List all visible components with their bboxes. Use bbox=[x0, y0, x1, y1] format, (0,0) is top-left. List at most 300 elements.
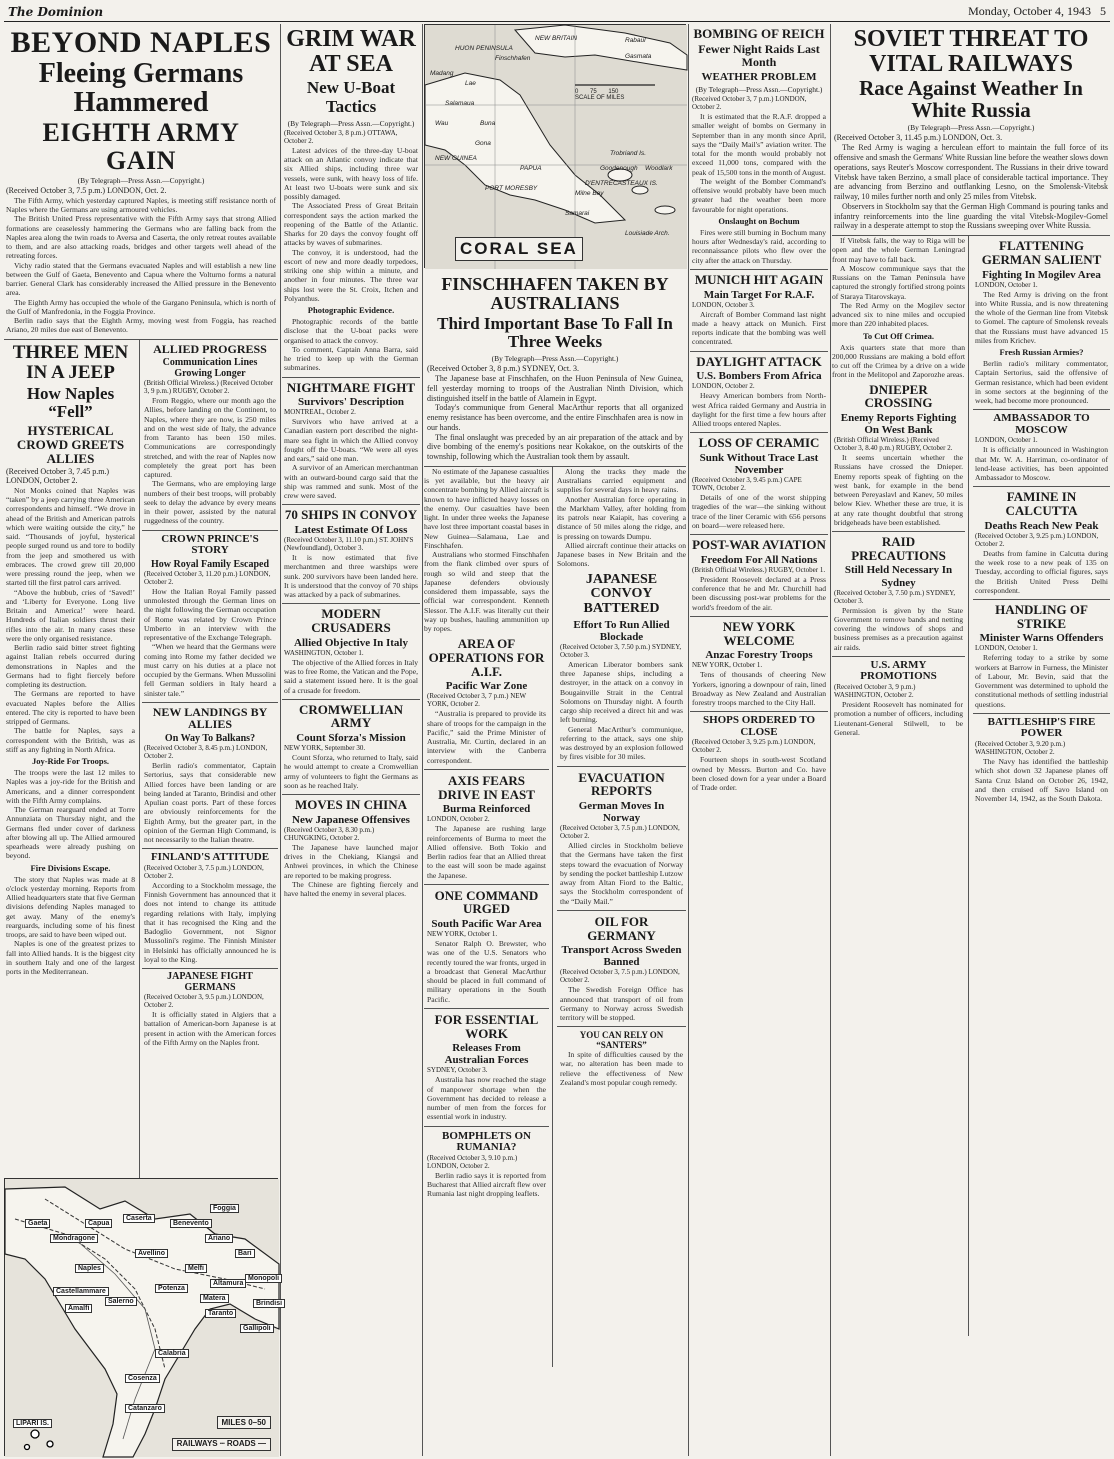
paragraph: Along the tracks they made the Australians carried equipment and supplies for several days in heavy rains. bbox=[557, 466, 686, 495]
dateline: (British Official Wireless.) RUGBY, October 1. bbox=[692, 565, 826, 574]
headline: BOMBING OF REICH bbox=[693, 26, 825, 41]
paragraph: The Navy has identified the battleship which shot down 32 Japanese planes off Santa Cruz Island on October 26, 1942, and then cruised off Savo Island on November 14, 1942, as the South Dakota. bbox=[975, 757, 1108, 804]
story-grim-war bbox=[282, 24, 420, 378]
map-southern-italy bbox=[4, 1178, 283, 1456]
map-place-label: Milne Bay bbox=[575, 190, 604, 197]
map-place-label: HUON PENINSULA bbox=[455, 45, 513, 52]
map-place-label: Salamaua bbox=[445, 100, 475, 107]
map-place-label: Amalfi bbox=[65, 1304, 92, 1313]
paragraph: Allied aircraft continue their attacks on Japanese bases in New Britain and the Solomons. bbox=[557, 540, 686, 569]
map-place-label: PORT MORESBY bbox=[485, 185, 538, 192]
subhead: Fire Divisions Escape. bbox=[30, 862, 111, 873]
headline: ALLIED PROGRESS bbox=[153, 341, 267, 356]
dateline: (Received October 3, 9.20 p.m.) WASHINGTON, October 2. bbox=[975, 740, 1066, 757]
map-place-label: Gallipoli bbox=[240, 1324, 274, 1333]
dateline: (Received October 3, 7 p.m.) LONDON, October 2. bbox=[692, 95, 807, 112]
map-place-label: Matera bbox=[200, 1294, 229, 1303]
dateline: SYDNEY, October 3. bbox=[427, 1066, 488, 1075]
dateline: LONDON, October 1. bbox=[975, 280, 1038, 289]
column-rule bbox=[688, 24, 689, 1456]
map-place-label: Samarai bbox=[565, 210, 590, 217]
dateline: (Received October 3, 7.50 p.m.) SYDNEY, October 3. bbox=[560, 642, 682, 659]
map-place-label: Bari bbox=[235, 1249, 255, 1258]
headline: NEW LANDINGS BY ALLIES bbox=[152, 704, 268, 732]
story-cromwellian-army bbox=[282, 700, 420, 795]
map-place-label: Buna bbox=[480, 120, 496, 127]
paragraph: Observers in Stockholm say that the German High Command is pouring tanks and infantry reinforcements into the line guarding the vital Vitebsk-Mogilev-Gomel railway in a desperate attempt to stop the Russians sweeping over White Russia. bbox=[834, 201, 1108, 231]
headline: FINLAND'S ATTITUDE bbox=[150, 851, 270, 864]
headline: CROWN PRINCE'S STORY bbox=[161, 532, 259, 557]
paragraph: According to a Stockholm message, the Finnish Government has announced that it does not intend to change its attitude regarding relations with Italy, implying that it has recognised the King and the Badoglio Government, not Signor Mussolini's regime. The Finnish Minister in Helsinki has officially announced he is loyal to the King. bbox=[144, 880, 276, 964]
story-post-war-aviation bbox=[690, 535, 828, 617]
deck: Fighting In Mogilev Area bbox=[982, 268, 1101, 281]
dateline: (Received October 3, 9.5 p.m.) LONDON, October 2. bbox=[144, 993, 264, 1010]
story-finschhafen bbox=[424, 271, 686, 467]
story-modern-crusaders bbox=[282, 604, 420, 699]
masthead bbox=[4, 0, 1110, 22]
subhead: To Cut Off Crimea. bbox=[863, 330, 934, 341]
story-daylight-attack bbox=[690, 352, 828, 434]
deck: New U-Boat Tactics bbox=[306, 78, 396, 117]
paragraph: The Eighth Army has occupied the whole of the Gargano Peninsula, which is north of the Gulf of Manfredonia, in the Foggia Province. bbox=[6, 297, 276, 316]
map-place-label: Altamura bbox=[210, 1279, 246, 1288]
column-rule bbox=[830, 24, 831, 1456]
map-place-label: Mondragone bbox=[50, 1234, 98, 1243]
story-shops-ordered bbox=[690, 712, 828, 796]
map-place-label: Wau bbox=[435, 120, 449, 127]
paragraph: It seems uncertain whether the Russians have crossed the Dnieper. Enemy reports speak of fighting on the west bank, for example in the bend between Pereyaslavl and Kanev, 50 miles below Kiev. Whether these are true, it is at any rate thought doubtful that strong bridgeheads have been established. bbox=[834, 453, 963, 527]
deck: Deaths Reach New Peak bbox=[984, 519, 1099, 532]
dateline: (Received October 3, 9 p.m.) WASHINGTON, October 2. bbox=[834, 683, 916, 699]
map-place-label: Benevento bbox=[170, 1219, 212, 1228]
dateline: WASHINGTON, October 1. bbox=[284, 648, 364, 657]
paragraph: “Australia is prepared to provide its share of troops for the campaign in the Pacific,” said the Prime Minister of Australia, Mr. Curtin, declared in an interview with the Canberra correspondent. bbox=[427, 709, 546, 765]
paragraph: The Red Army is driving on the front into White Russia, and is now threatening the whole of the German line from Vitebsk to Gomel. The capture of Smolensk reveals that the Russians must have advanced 15 miles from Krichev. bbox=[975, 289, 1108, 345]
story-three-men-jeep bbox=[4, 340, 137, 981]
story-bomphlets bbox=[424, 1127, 549, 1203]
deck: On Way To Balkans? bbox=[164, 733, 256, 744]
paragraph: President Roosevelt declared at a Press conference that he and Mr. Churchill had been discussing post-war problems for the world's freedom of the air. bbox=[692, 574, 826, 612]
paragraph: A Moscow communique says that the Russians on the Taman Peninsula have captured the strongly fortified strong points of Staraya Titarovskaya. bbox=[832, 263, 965, 301]
paragraph: It is officially announced in Washington that Mr. W. A. Harriman, co-ordinator of lend-lease activities, has been appointed Ambassador to Moscow. bbox=[975, 445, 1108, 483]
deck-2: HYSTERICAL CROWD GREETS ALLIES bbox=[16, 422, 125, 467]
deck: Sunk Without Trace Last November bbox=[699, 451, 819, 477]
dateline: LONDON, October 2. bbox=[427, 815, 490, 824]
deck: Communication Lines Growing Longer bbox=[162, 357, 258, 380]
map-place-label: LIPARI IS. bbox=[13, 1419, 52, 1428]
paragraph: The troops were the last 12 miles to Naples was a joy-ride for the British and Americans, and a dinner correspondent with the Fifth Army complains. bbox=[6, 768, 135, 805]
map-place-label: Foggia bbox=[210, 1204, 239, 1213]
paragraph: Count Sforza, who returned to Italy, said he would attempt to create a Cromwellian army of volunteers to fight the Germans as soon as he reached Italy. bbox=[284, 753, 418, 790]
deck-2: WEATHER PROBLEM bbox=[701, 71, 817, 84]
map-new-guinea bbox=[424, 24, 686, 268]
story-moves-in-china bbox=[282, 795, 420, 902]
headline: POST-WAR AVIATION bbox=[692, 537, 826, 553]
paragraph: Berlin radio's commentator, Captain Sertorius, says that considerable new Allied forces have been landing or are being landed at Taranto, Brindisi and other Apulian coast ports. Part of these forces are obviously reinforcements for the Eighth Army, but the greater part, in the opinion of the German High Command, is not necessarily to the Italian theatre. bbox=[144, 761, 276, 844]
map-place-label: Monopoli bbox=[245, 1274, 282, 1283]
map-place-label: Lae bbox=[465, 80, 476, 87]
deck: German Moves In Norway bbox=[578, 799, 665, 825]
dateline: (Received October 3, 9.45 p.m.) CAPE TOWN, October 2. bbox=[692, 476, 802, 493]
headline: NEW YORK WELCOME bbox=[722, 618, 796, 648]
paragraph: Aircraft of Bomber Command last night made a heavy attack on Munich. First reports indicate that the bombing was well concentrated. bbox=[692, 309, 826, 347]
paragraph: The British United Press representative with the Fifth Army says that strong Allied formations are ceaselessly hammering the Germans who are falling back from the Naples area along the twin roads to Aversa and Caserta, the only retreat routes available to them, and are also attacking roads, bridges and other targets well ahead of the retreating forces. bbox=[6, 214, 276, 261]
map-place-label: Avellino bbox=[135, 1249, 168, 1258]
dateline: (Received October 3, 7.45 p.m.) LONDON, October 2. bbox=[6, 466, 110, 485]
headline: MODERN CRUSADERS bbox=[311, 606, 391, 636]
deck: Main Target For R.A.F. bbox=[703, 288, 815, 301]
dateline: (Received October 3, 7.5 p.m.) LONDON, Oct. 2. bbox=[6, 185, 167, 195]
paper-name: The Dominion bbox=[8, 5, 104, 19]
page-number: 5 bbox=[1100, 4, 1106, 18]
deck: Third Important Base To Fall In Three Weeks bbox=[437, 313, 673, 352]
headline-2: AT SEA bbox=[309, 51, 393, 78]
map-place-label: Caserta bbox=[123, 1214, 155, 1223]
story-oil-for-germany bbox=[557, 911, 686, 1027]
dateline: (Received October 3, 7.5 p.m.) LONDON, October 2. bbox=[144, 863, 264, 880]
deck: Burma Reinforced bbox=[442, 803, 531, 816]
story-us-army-promotions bbox=[832, 657, 965, 741]
deck: Count Sforza's Mission bbox=[296, 732, 406, 745]
headline: U.S. ARMY PROMOTIONS bbox=[860, 658, 937, 683]
paragraph: Details of one of the worst shipping tragedies of the war—the sinking without trace of the liner Ceramic with 656 persons on board—were released here. bbox=[692, 493, 826, 530]
headline: AXIS FEARS DRIVE IN EAST bbox=[438, 772, 535, 802]
paragraph: Deaths from famine in Calcutta during the week rose to a new peak of 135 on Tuesday, according to official figures, says the British United Press Delhi correspondent. bbox=[975, 548, 1108, 595]
story-nightmare-fight bbox=[282, 378, 420, 506]
story-bombing-of-reich bbox=[690, 24, 828, 270]
deck: New Japanese Offensives bbox=[292, 813, 410, 826]
deck: Transport Across Sweden Banned bbox=[561, 944, 682, 969]
story-battleship-fire-power bbox=[973, 714, 1110, 807]
story-loss-of-ceramic bbox=[690, 433, 828, 535]
paragraph: “When we heard that the Germans were coming into Rome my father decided we must carry on his duties at a place not occupied by the Germans. When Mussolini fell German soldiers in Italy heard a sinister tale.” bbox=[144, 642, 276, 698]
paragraph: Vichy radio stated that the Germans evacuated Naples and will establish a new line between the Gulf of Gaeta, Benevento and Capua where the Volturno forms a natural barrier. General Clark has considerably increased the Allied pressure in the Benevento area. bbox=[6, 260, 276, 298]
dateline: (Received October 3, 9.25 p.m.) LONDON, October 2. bbox=[975, 531, 1099, 548]
dateline: (British Official Wireless.) (Received October 3, 8.40 p.m.) RUGBY, October 2. bbox=[834, 436, 953, 453]
headline-2: VITAL RAILWAYS bbox=[869, 51, 1073, 78]
map-place-label: Salerno bbox=[105, 1297, 137, 1306]
paragraph: The Red Army on the Mogilev sector advanced six to nine miles and occupied more than 220 inhabited places. bbox=[832, 300, 965, 329]
column-5 bbox=[832, 24, 1110, 1456]
story-crown-prince bbox=[142, 531, 278, 703]
map-place-label: Gaeta bbox=[25, 1219, 50, 1228]
map-place-label: Catanzaro bbox=[125, 1404, 165, 1413]
credit: (By Telegraph—Press Assn.—Copyright.) bbox=[287, 118, 415, 128]
map-place-label: Gasmata bbox=[625, 53, 652, 60]
deck: Race Against Weather In White Russia bbox=[859, 76, 1083, 123]
paragraph: The Chinese are fighting fiercely and have halted the enemy in several places. bbox=[284, 879, 418, 899]
sea-label: CORAL SEA bbox=[455, 237, 583, 261]
headline: HANDLING OF STRIKE bbox=[995, 602, 1088, 631]
headline: MOVES IN CHINA bbox=[295, 797, 407, 813]
headline: DNIEPER CROSSING bbox=[864, 381, 933, 411]
paragraph: Senator Ralph O. Brewster, who was one of the U.S. Senators who recently toured the war fronts, urged in a broadcast that General MacArthur should be placed in full command of military operations in the South Pacific. bbox=[427, 939, 546, 1004]
paragraph: Not Monks coined that Naples was “taken” by a jeep carrying three American correspondents and himself. “We drove in ahead of the British and American patrols which were waiting outside the city,” he said. “Thousands of joyful, hysterical people surged round us and tore to bodily from the jeep and smothered us with embraces. The crowd grew till 20,000 were pressing round the jeep, when we started till the first patrol cars arrived. bbox=[6, 485, 135, 588]
deck: Enemy Reports Fighting On West Bank bbox=[840, 412, 957, 437]
paragraph: The story that Naples was made at 8 o'clock yesterday morning. Reports from Allied headquarters state that five German divisions defending Naples managed to get away. Many of the enemy's rearguards, including some of his finest troops, are said to have been wiped out. bbox=[6, 874, 135, 940]
deck: Freedom For All Nations bbox=[700, 553, 818, 566]
paragraph: Allied circles in Stockholm believe that the Germans have taken the first steps toward the evacuation of Norway by sending the pocket battleship Lutzow away from Altan Fiord to the Baltic, says the Stockholm correspondent of the “Daily Mail.” bbox=[560, 841, 683, 906]
headline-3: Hammered bbox=[73, 86, 209, 118]
headline: BEYOND NAPLES bbox=[10, 26, 272, 59]
deck: How Royal Family Escaped bbox=[150, 558, 270, 570]
deck: Still Held Necessary In Sydney bbox=[844, 564, 953, 589]
paragraph: Survivors who have arrived at a Canadian eastern port described the night-mare sea fight in which the Allied convoy fought off the U-boats. “We were all eyes and ears,” said one man. bbox=[284, 417, 418, 464]
dateline: (Received October 3, 11.20 p.m.) LONDON, October 2. bbox=[144, 569, 271, 586]
subcolumn bbox=[832, 236, 969, 1336]
paragraph: It is officially stated in Algiers that a battalion of American-born Japanese is at present in action with the American forces of the Fifth Army on the Naples front. bbox=[144, 1010, 276, 1047]
story-handling-of-strike bbox=[973, 600, 1110, 714]
map-place-label: Brindisi bbox=[253, 1299, 285, 1308]
headline: OIL FOR GERMANY bbox=[587, 913, 656, 943]
paragraph: The convoy, it is understood, had the escort of new and more deadly torpedoes, striking one ship within a minute, and another in four minutes. The three war ships lost were the St. Croix, Itchen and Polyanthus. bbox=[284, 247, 418, 303]
paragraph: Australia has now reached the stage of manpower shortage when the Government has decided to release a number of men from the forces for essential work in industry. bbox=[427, 1075, 546, 1122]
headline: JAPANESE CONVOY BATTERED bbox=[583, 571, 660, 617]
dateline: NEW YORK, September 30. bbox=[284, 744, 366, 753]
dateline: (Received October 3, 9.10 p.m.) LONDON, October 2. bbox=[427, 1153, 518, 1170]
headline: FLATTENING GERMAN SALIENT bbox=[981, 238, 1102, 267]
paragraph: In spite of difficulties caused by the war, no alteration has been made to relieve the effectiveness of New Zealand's most popular cough remedy. bbox=[560, 1050, 683, 1087]
headline: YOU CAN RELY ON “SANTERS” bbox=[579, 1030, 664, 1050]
paragraph: Naples is one of the greatest prizes to fall into Allied hands. It is the biggest city in southern Italy and one of the largest ports in the Mediterranean. bbox=[6, 939, 135, 977]
headline: 70 SHIPS IN CONVOY bbox=[284, 507, 418, 523]
story-axis-fears bbox=[424, 770, 549, 885]
story-japanese-convoy bbox=[557, 569, 686, 767]
map-legend: RAILWAYS ┄ ROADS — bbox=[172, 1438, 271, 1451]
story-one-command bbox=[424, 885, 549, 1009]
paragraph: The Red Army is waging a herculean effort to maintain the full force of its offensive and smash the Germans' White Russian line before the weather slows down operations, says Reuter's Moscow correspondent. The Russians in their drive toward Vitebsk have taken Berzino, a small place of considerable tactical importance. They are advancing from Berzino and outflanking Lesno, on the Smolensk-Vitebsk railway, 10 miles further north and only 25 miles from Vitebsk. bbox=[834, 143, 1108, 202]
dateline: (British Official Wireless.) (Received October 3, 9 p.m.) RUGBY, October 2. bbox=[144, 379, 274, 396]
map-place-label: NEW BRITAIN bbox=[535, 35, 578, 42]
paragraph: Berlin radio says it is reported from Bucharest that Allied aircraft flew over Rumania last night dropping leaflets. bbox=[427, 1170, 546, 1199]
paragraph: The Japanese are rushing large reinforcements of Burma to meet the Allied offensive. Both Tokio and Berlin radios fear that an Allied threat to the east will soon be made against the Japanese. bbox=[427, 824, 546, 880]
paragraph: “Above the hubbub, cries of ‘Saved!’ and ‘Liberty for Everyone. Long live Britain and America!’ were heard. Hundreds of Italian soldiers thrust their rifles into the air. In many cases these were the only organised resistance. bbox=[6, 587, 135, 643]
paragraph: Another Australian force operating in the Markham Valley, after holding from its patrols near Kaiapit, has covering a distance of 50 miles along the ridge, and is pressing on towards Dumpu. bbox=[557, 494, 686, 541]
legend-roads: ROADS bbox=[226, 1439, 256, 1449]
paragraph: The final onslaught was preceded by an air preparation of the attack and by dive bombing of the enemy's positions near Kokakoe, on the outskirts of the township, following which the Australian took them by assault. bbox=[427, 432, 683, 462]
dateline: (Received October 3, 8 p.m.) OTTAWA, October 2. bbox=[284, 128, 398, 145]
paragraph: Berlin radio's military commentator, Captain Sertorius, said the offensive of German resistance, which had been evident in some sectors at the beginning of the week, had become more pronounced. bbox=[975, 359, 1108, 406]
story-dnieper-crossing bbox=[832, 380, 965, 532]
map-place-label: D'ENTRECASTEAUX IS. bbox=[585, 180, 658, 187]
story-flattening-salient bbox=[973, 236, 1110, 410]
subhead: Photographic Evidence. bbox=[307, 305, 395, 315]
dateline: MONTREAL, October 2. bbox=[284, 408, 356, 417]
paragraph: Today's communique from General MacArthur reports that all organized enemy resistance has been overcome, and the entire Finschhafen area is now in our hands. bbox=[427, 403, 683, 432]
headline: RAID PRECAUTIONS bbox=[851, 534, 946, 563]
paragraph: Permission is given by the State Government to remove bands and netting covering the windows of shops and business premises as a precaution against air raids. bbox=[834, 605, 963, 652]
dateline: (Received October 3, 9.25 p.m.) LONDON, October 2. bbox=[692, 738, 816, 755]
deck: U.S. Bombers From Africa bbox=[696, 370, 822, 383]
deck: Fewer Night Raids Last Month bbox=[698, 41, 820, 69]
headline: SOVIET THREAT TO bbox=[853, 26, 1089, 52]
paragraph: Photographic records of the battle disclose that the U-boat packs were organised to attack the convoy. bbox=[284, 317, 418, 345]
story-ambassador bbox=[973, 410, 1110, 487]
story-japanese-fight-germans bbox=[142, 969, 278, 1051]
paragraph: Referring today to a strike by some workers at Barrow in Furness, the Minister of Labour, Mr. Bevin, said that the Government was determined to uphold the constitutional methods of settling industrial questions. bbox=[975, 653, 1108, 709]
subhead: Joy-Ride For Troops. bbox=[31, 756, 110, 767]
credit: (By Telegraph—Press Assn.—Copyright.) bbox=[907, 123, 1035, 133]
headline: FOR ESSENTIAL WORK bbox=[434, 1011, 539, 1041]
headline: AREA OF OPERATIONS FOR A.I.F. bbox=[428, 636, 545, 679]
dateline: (Received October 3, 11.45 p.m.) LONDON, Oct. 3. bbox=[834, 133, 1003, 143]
paragraph: The Swedish Foreign Office has announced that transport of oil from Germany to Norway across Swedish territory will be stopped. bbox=[560, 985, 683, 1023]
dateline: (Received October 3, 7.5 p.m.) LONDON, October 2. bbox=[560, 824, 680, 841]
map-place-label: Ariano bbox=[205, 1234, 233, 1243]
map-place-label: Finschhafen bbox=[495, 55, 531, 62]
story-german-repulsed bbox=[832, 532, 965, 657]
paragraph: The German rearguard ended at Torre Annunziata on Thursday night, and the Germans fled under cover of darkness after blowing all up. The Allied armoured spearheads were already pushing on beyond. bbox=[6, 805, 135, 861]
deck: Pacific War Zone bbox=[445, 680, 528, 693]
deck: Latest Estimate Of Loss bbox=[294, 524, 408, 537]
credit: (By Telegraph—Press Assn.—Copyright.) bbox=[77, 175, 205, 185]
map-place-label: Capua bbox=[85, 1219, 112, 1228]
map-place-label: Naples bbox=[75, 1264, 104, 1273]
credit: (By Telegraph—Press Assn.—Copyright.) bbox=[695, 85, 823, 95]
advert-santers bbox=[557, 1027, 686, 1091]
paragraph: How the Italian Royal Family passed unmolested through the German lines on the night following the German occupation of Rome was related by Crown Prince Umberto in an interview with the representative of the Exchange Telegraph. bbox=[144, 586, 276, 643]
headline: CROMWELLIAN ARMY bbox=[298, 701, 403, 731]
paragraph: Fires were still burning in Bochum many hours after Wednesday's raid, according to reconnaissance pilots who flew over the city after the attack on Thursday. bbox=[692, 227, 826, 265]
paragraph: General MacArthur's communique, referring to the attack, says one ship was destroyed by an explosion followed by fires visible for 30 miles. bbox=[560, 724, 683, 762]
paragraph: The battle for Naples, says a correspondent with the British, was as stiff as any fighting in North Africa. bbox=[6, 726, 135, 754]
paragraph: Heavy American bombers from North-west Africa raided Germany and Austria in daylight for the first time a few hours after Allied troops entered Naples. bbox=[692, 391, 826, 429]
headline: GRIM WAR bbox=[286, 26, 416, 52]
dateline: LONDON, October 2. bbox=[692, 382, 755, 391]
column-4 bbox=[690, 24, 828, 1456]
story-evacuation-reports bbox=[557, 767, 686, 911]
dateline: (Received October 3, 11.10 p.m.) ST. JOHN'S (Newfoundland), October 3. bbox=[284, 536, 414, 553]
story-new-york-welcome bbox=[690, 617, 828, 712]
map-place-label: Madang bbox=[430, 70, 454, 77]
dateline: NEW YORK, October 1. bbox=[692, 661, 763, 670]
paragraph: Fourteen shops in south-west Scotland owned by Messrs. Burton and Co. have been closed down for a year under a Board of Trade order. bbox=[692, 755, 826, 793]
paragraph: From Reggio, where our month ago the Allies, before landing on the Continent, to Naples, where they are now, is 250 miles and on the west side of Italy, the advance from Taranto has been 150 miles. Communications are correspondingly stretched, and with the rear of Naples now completely the great port has been captured. bbox=[144, 396, 276, 480]
subcolumn bbox=[557, 467, 686, 1367]
story-allied-progress bbox=[142, 340, 278, 531]
headline: SHOPS ORDERED TO CLOSE bbox=[702, 714, 816, 738]
map-place-label: NEW GUINEA bbox=[435, 155, 477, 162]
headline: BATTLESHIP'S FIRE POWER bbox=[987, 715, 1096, 740]
subhead: Onslaught on Bochum bbox=[718, 215, 800, 226]
deck: Minister Warns Offenders bbox=[979, 632, 1104, 645]
deck: Anzac Forestry Troops bbox=[705, 649, 813, 662]
column-rule bbox=[422, 24, 423, 1456]
headline-2: Fleeing Germans bbox=[38, 57, 244, 89]
story-finland bbox=[142, 849, 278, 969]
story-70-ships bbox=[282, 505, 420, 604]
story-area-of-operations bbox=[424, 633, 549, 770]
paragraph: Latest advices of the three-day U-boat attack on an Atlantic convoy indicate that six Allied ships, including three war vessels, were sunk, with heavy loss of life. At least two U-boats were sunk and six possibly damaged. bbox=[284, 145, 418, 201]
story-famine-calcutta bbox=[973, 487, 1110, 600]
map-place-label: Gona bbox=[475, 140, 491, 147]
headline: NIGHTMARE FIGHT bbox=[286, 379, 416, 395]
map-scale: MILES 0–50 bbox=[217, 1416, 272, 1429]
story-munich-hit bbox=[690, 270, 828, 352]
paragraph: Axis quarters state that more than 200,000 Russians are making a bold effort to cut off the Crimea by a drive on a wide front in the Melitopol and Zaporozhe areas. bbox=[832, 342, 965, 380]
deck: Survivors' Description bbox=[297, 396, 405, 409]
paragraph: The Japanese base at Finschhafen, on the Huon Peninsula of New Guinea, fell yesterday morning to troops of the Australian Ninth Division, which distinguished itself in the battle of Alamein in Egypt. bbox=[427, 374, 683, 403]
paragraph: It is now estimated that five merchantmen and three warships were sunk. 200 survivors have been landed here. It is understood that the convoy of 70 ships was attacked by a pack of submarines. bbox=[284, 553, 418, 600]
paragraph: The weight of the Bomber Command's offensive would probably have been much greater had the weather been more favourable for night operations. bbox=[692, 176, 826, 214]
map-place-label: Goodenough bbox=[600, 165, 638, 172]
paragraph: A survivor of an American merchantman with an outward-bound cargo said that the ship was rammed and sunk. Most of the crew were saved. bbox=[284, 463, 418, 501]
credit: (By Telegraph—Press Assn.—Copyright.) bbox=[491, 354, 619, 364]
headline: EVACUATION REPORTS bbox=[578, 769, 665, 799]
deck: How Naples “Fell” bbox=[26, 383, 115, 422]
paragraph: The Germans, who are employing large numbers of their best troops, will probably seek to delay the advance by every means in their power, assisted by the natural ruggedness of the country. bbox=[144, 479, 276, 526]
headline: THREE MEN IN A JEEP bbox=[12, 341, 129, 383]
map-place-label: Rabaul bbox=[625, 37, 646, 44]
story-soviet-threat bbox=[832, 24, 1110, 236]
paragraph: The objective of the Allied forces in Italy was to free Rome, the Vatican and the Pope, said a statement issued here. It is the goal of a crusade for freedom. bbox=[284, 657, 418, 695]
paragraph: The Associated Press of Great Britain correspondent says the action marked the reopening of the Battle of the Atlantic. Sharks for 20 days the convoy fought off attacks by waves of submarines. bbox=[284, 201, 418, 248]
map-place-label: Cosenza bbox=[125, 1374, 160, 1383]
map-place-label: Louisiade Arch. bbox=[625, 230, 670, 237]
story-beyond-naples bbox=[4, 24, 278, 340]
headline: ONE COMMAND URGED bbox=[434, 887, 539, 917]
story-essential-work bbox=[424, 1009, 549, 1127]
headline: BOMPHLETS ON RUMANIA? bbox=[442, 1129, 531, 1154]
map-scale: 0 75 150 SCALE OF MILES bbox=[575, 89, 625, 101]
story-new-landings bbox=[142, 703, 278, 849]
paragraph: Australians who stormed Finschhafen from the flank climbed over spurs of rough so wild and steep that the Japanese defenders obviously considered them impassable, says the official war correspondent. Kenneth Slessor. The A.I.F. was literally cut their way up bushes, hauling ammunition up by ropes. bbox=[424, 550, 549, 634]
map-place-label: Woodlark bbox=[645, 165, 673, 172]
headline: JAPANESE FIGHT GERMANS bbox=[167, 971, 253, 993]
paragraph: The Japanese have launched major drives in the Chekiang, Kiangsi and Anhwei provinces, in which the Chinese are reported to be making progress. bbox=[284, 842, 418, 880]
map-place-label: Melfi bbox=[185, 1264, 207, 1273]
paragraph: Tens of thousands of cheering New Yorkers, ignoring a downpour of rain, lined Broadway as New Zealand and Australian forestry troops marched to the City Hall. bbox=[692, 670, 826, 708]
map-place-label: Trobriand Is. bbox=[610, 150, 647, 157]
dateline: (Received October 3, 8 p.m.) SYDNEY, Oct. 3. bbox=[427, 364, 580, 374]
issue-date: Monday, October 4, 1943 5 bbox=[968, 4, 1106, 18]
paragraph: The Fifth Army, which yesterday captured Naples, is meeting stiff resistance north of Naples where the Germans are using armoured vehicles. bbox=[6, 195, 276, 215]
deck: Allied Objective In Italy bbox=[294, 636, 408, 649]
legend-railways: RAILWAYS bbox=[176, 1439, 218, 1449]
map-place-label: Calabria bbox=[155, 1349, 189, 1358]
dateline: (Received October 3, 8.45 p.m.) LONDON, October 2. bbox=[144, 744, 268, 760]
headline: DAYLIGHT ATTACK bbox=[696, 353, 822, 369]
deck: Effort To Run Allied Blockade bbox=[573, 618, 670, 643]
deck: South Pacific War Area bbox=[431, 918, 542, 931]
paragraph: The Germans are reported to have evacuated Naples before the Allies entered. The city is reported to have been stripped of Germans. bbox=[6, 689, 135, 727]
dateline: (Received October 3, 7.5 p.m.) LONDON, October 2. bbox=[560, 968, 680, 985]
dateline: LONDON, October 1. bbox=[975, 436, 1038, 445]
subcolumn bbox=[973, 236, 1110, 1336]
dateline: LONDON, October 1. bbox=[975, 644, 1038, 653]
column-2 bbox=[282, 24, 420, 1456]
deck: Releases From Australian Forces bbox=[444, 1042, 529, 1067]
dateline: NEW YORK, October 1. bbox=[427, 930, 498, 939]
lower-columns bbox=[424, 467, 686, 1367]
dateline: (Received October 3, 7 p.m.) NEW YORK, October 2. bbox=[427, 692, 527, 709]
subcolumn bbox=[424, 467, 553, 1367]
headline-4: EIGHTH ARMY GAIN bbox=[42, 118, 240, 175]
lower-columns bbox=[832, 236, 1110, 1336]
column-rule bbox=[280, 24, 281, 1456]
headline: AMBASSADOR TO MOSCOW bbox=[993, 412, 1090, 436]
paragraph: President Roosevelt has nominated for promotion a number of officers, including Lieutenant-General Stilwell, to be General. bbox=[834, 700, 963, 737]
column-3 bbox=[424, 24, 686, 1456]
headline: MUNICH HIT AGAIN bbox=[694, 271, 824, 287]
dateline: (Received October 3, 8.30 p.m.) CHUNGKING, October 2. bbox=[284, 825, 375, 842]
headline: FAMINE IN CALCUTTA bbox=[1005, 489, 1078, 519]
paragraph: American Liberator bombers sank three Japanese ships, including a destroyer, in the attack on a convoy in Bougainville Strait in the Central Solomons on Thursday night. A fourth cargo ship received a direct hit and was left burning. bbox=[560, 659, 683, 725]
dateline: LONDON, October 3. bbox=[692, 300, 755, 309]
map-place-label: Castellammare bbox=[53, 1287, 109, 1296]
dateline: (Received October 3, 7.50 p.m.) SYDNEY, October 3. bbox=[834, 588, 956, 605]
headline: FINSCHHAFEN TAKEN BY AUSTRALIANS bbox=[441, 274, 669, 313]
